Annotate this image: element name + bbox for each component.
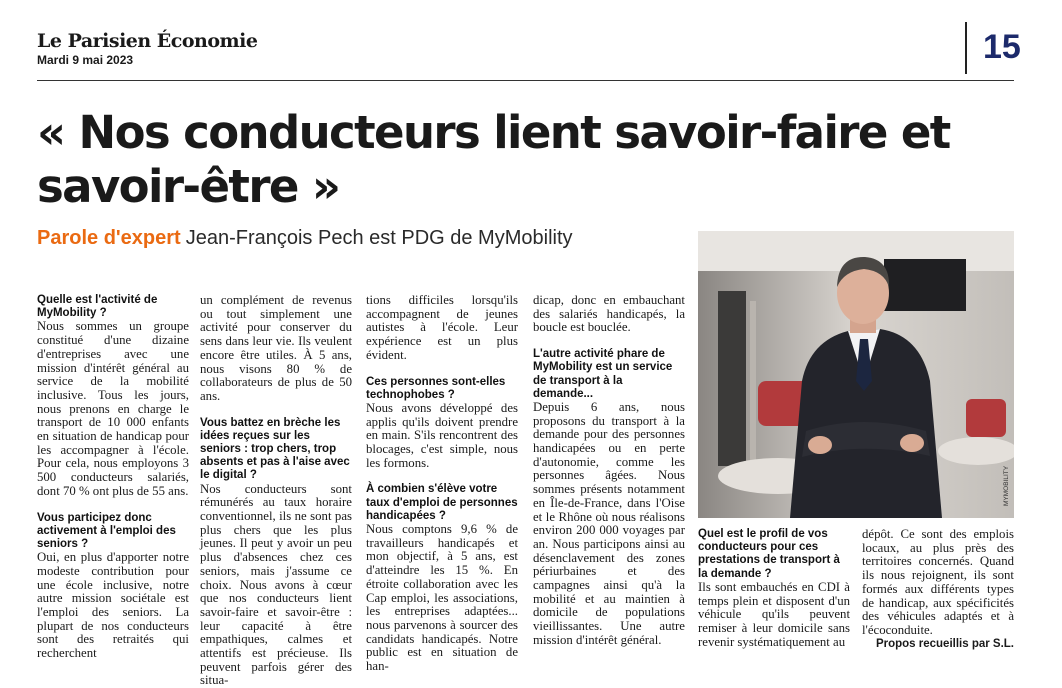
header-rule: [37, 80, 1014, 81]
interview-question: Ces personnes sont-elles technophobes ?: [366, 375, 506, 401]
interview-question: Quelle est l'activité de MyMobility ?: [37, 294, 158, 320]
header-divider: [965, 22, 967, 74]
portrait-photo: [698, 231, 1014, 518]
article-subhead: [37, 227, 573, 250]
interview-question: Vous battez en brèche les idées reçues sur les seniors : trop chers, trop absents et pas à l'aise avec le digital ?: [200, 416, 350, 482]
answer-paragraph: Depuis 6 ans, nous proposons du transport à la demande pour des personnes handicapées ou en perte d'autonomie, comme les personnes âgées. Nous sommes présents notamment en Île-de-France, dans l'Oise et le Rhône où nous réalisons environ 200 000 voyages par an. Nous participons ainsi au désenclavement des zones périurbaines et des campagnes ainsi qu'à la mobilité et au maintien à domicile de populations vieillissantes. Une autre mission d'intérêt général.: [533, 399, 685, 647]
page-number: 15: [983, 28, 1021, 66]
text-column-6: [862, 528, 1014, 651]
interview-question: L'autre activité phare de MyMobility est un service de transport à la demande...: [533, 348, 673, 400]
masthead-logo: Le Parisien Économie: [37, 30, 258, 52]
photo-credit: MYMOBILITY: [1003, 465, 1010, 506]
answer-paragraph: Oui, en plus d'apporter notre modeste contribution pour une école inclusive, notre autre mission sociétale est l'emploi des seniors. La plupart de nos conducteurs sont des retraités qui recherchent: [37, 550, 189, 661]
text-column-4: [533, 294, 685, 648]
article-headline: « Nos conducteurs lient savoir-faire et savoir-être »: [37, 106, 950, 213]
answer-paragraph: un complément de revenus ou tout simplement une activité pour conserver du sens dans leur vie. Ils veulent encore être utiles. À 5 ans, nous visons 80 % de collaborateurs de plus de 50 ans.: [200, 293, 352, 403]
answer-paragraph: Nous comptons 9,6 % de travailleurs handicapés et mon objectif, à 5 ans, est d'atteindre les 15 %. En étroite collaboration avec les Cap emploi, les associations, les entreprises adaptées... nous parvenons à sourcer des candidats handicapés. Notre public est en situation de han-: [366, 522, 518, 674]
interview-question: Vous participez donc activement à l'emploi des seniors ?: [37, 511, 176, 550]
byline-signoff: Propos recueillis par S.L.: [875, 637, 1014, 650]
answer-paragraph: dépôt. Ce sont des emplois locaux, au plus près des territoires concernés. Quand ils nous rejoignent, ils sont formés aux différents types de handicap, aux spécificités des véhicules adaptés et à l'écoconduite.: [862, 527, 1014, 637]
answer-paragraph: Nos conducteurs sont rémunérés au taux horaire conventionnel, ils ne sont pas plus chers que les plus jeunes. Il peut y avoir un peu plus d'absences chez ces seniors, mais j'assume ce choix. Nous avons à cœur que nos conducteurs lient savoir-faire et savoir-être : leur capacité à être empathiques, calmes et attentifs est précieuse. Ils peuvent parfois gérer des situa-: [200, 481, 352, 688]
text-column-3: [366, 294, 518, 674]
answer-paragraph: tions difficiles lorsqu'ils accompagnent de jeunes autistes à l'école. Leur expérience est un plus évident.: [366, 293, 518, 362]
kicker-label: Parole d'expert: [37, 227, 181, 249]
answer-paragraph: Nous avons développé des applis qu'ils doivent prendre en main. S'ils rencontrent des blocages, c'est simple, nous les formons.: [366, 400, 518, 470]
answer-paragraph: Ils sont embauchés en CDI à temps plein et disposent d'un véhicule qu'ils peuvent remiser à leur domicile sans revenir systématiquement au: [698, 579, 850, 649]
portrait-illustration: [698, 231, 1014, 518]
text-column-2: [200, 294, 352, 688]
interview-question: Quel est le profil de vos conducteurs pour ces prestations de transport à la demande ?: [698, 528, 840, 580]
article-deck: Jean-François Pech est PDG de MyMobility: [185, 227, 573, 249]
text-column-1: [37, 294, 189, 661]
issue-date: Mardi 9 mai 2023: [37, 53, 134, 67]
answer-paragraph: Nous sommes un groupe constitué d'une dizaine d'entreprises avec une mission d'intérêt général au service de la mobilité inclusive. Tous les jours, nous prenons en charge le transport de 10 000 enfants en situation de handicap pour les accompagner à l'école. Pour cela, nous employons 3 500 conducteurs salariés, dont 70 % ont plus de 55 ans.: [37, 319, 189, 498]
answer-paragraph: dicap, donc en embauchant des salariés handicapés, la boucle est bouclée.: [533, 293, 685, 335]
text-column-5: [698, 528, 850, 649]
interview-question: À combien s'élève votre taux d'emploi de personnes handicapées ?: [366, 483, 518, 522]
